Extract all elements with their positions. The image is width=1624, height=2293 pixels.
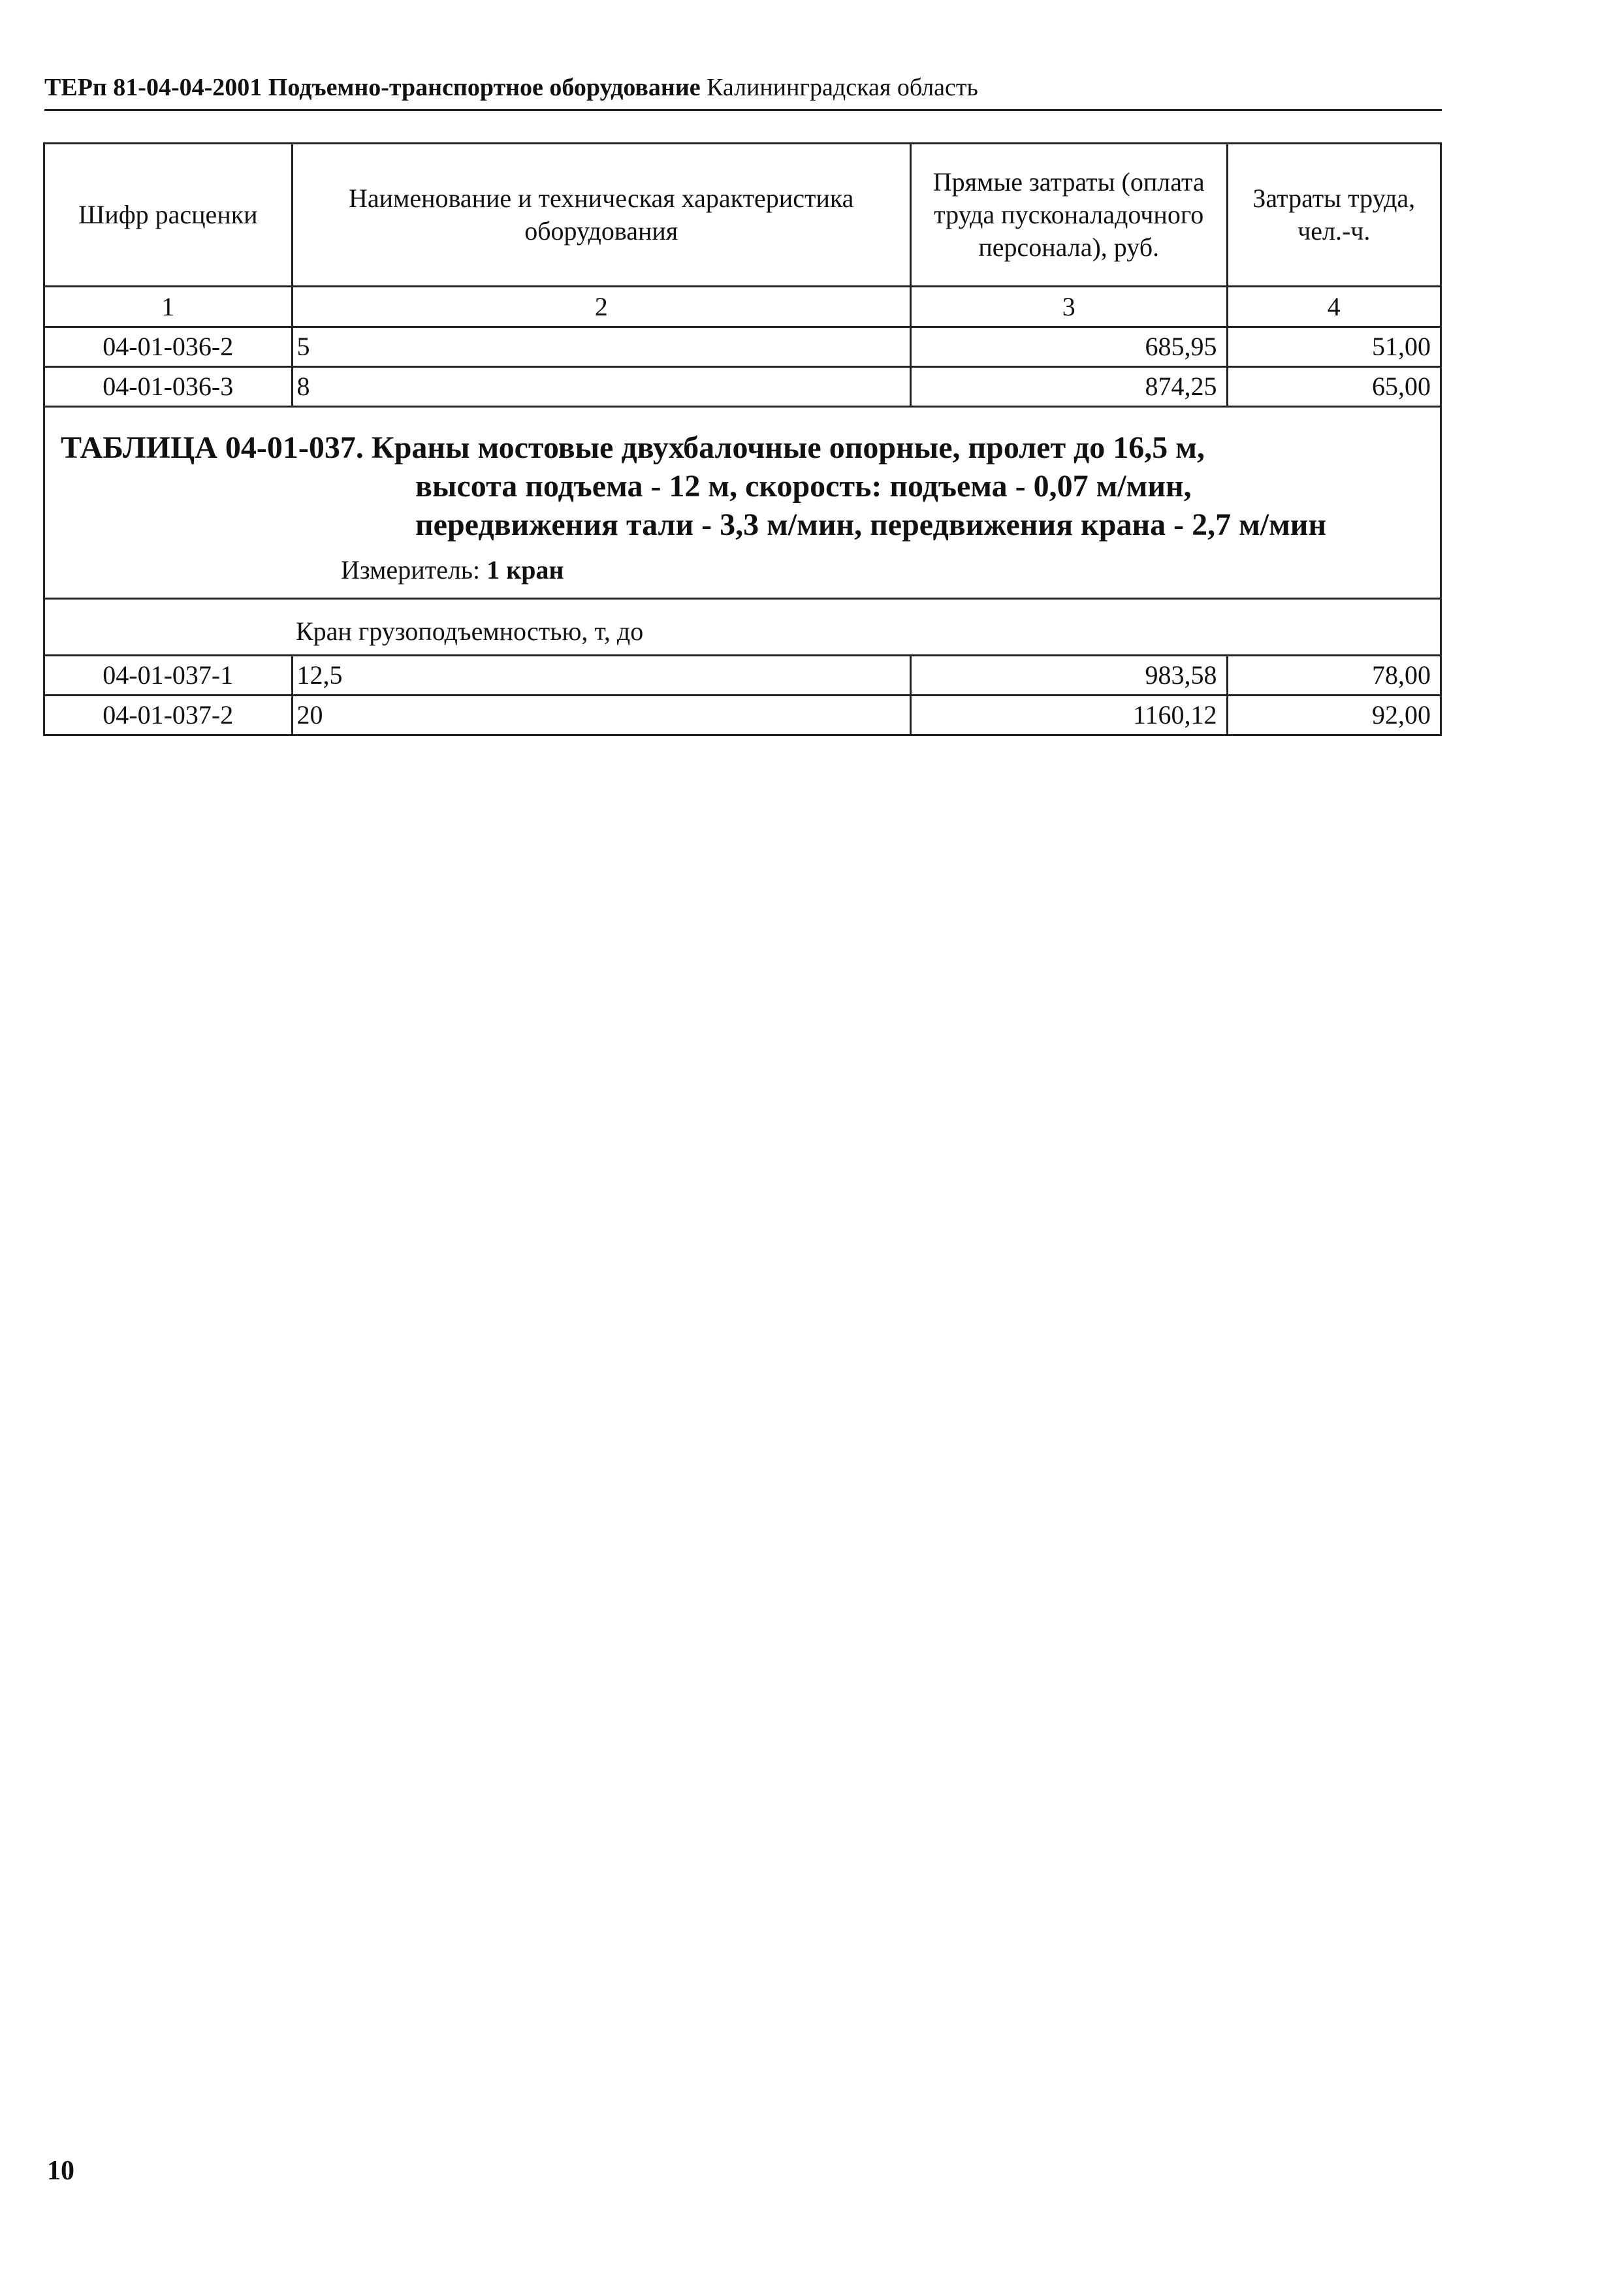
rate-labor: 65,00 <box>1227 367 1441 407</box>
rates-table <box>43 142 1442 736</box>
doc-title: Подъемно-транспортное оборудование <box>268 74 701 101</box>
table-row <box>44 327 1441 367</box>
page-header <box>44 72 1442 103</box>
rate-labor: 51,00 <box>1227 327 1441 367</box>
rate-name: 12,5 <box>292 656 910 696</box>
table-row <box>44 656 1441 696</box>
rate-code: 04-01-037-2 <box>44 696 293 735</box>
rate-code: 04-01-037-1 <box>44 656 293 696</box>
header-rule <box>44 109 1442 111</box>
header-labor: Затраты труда, чел.-ч. <box>1227 144 1441 287</box>
rate-labor: 78,00 <box>1227 656 1441 696</box>
group-label: Кран грузоподъемностью, т, до <box>44 599 1441 656</box>
section-title-line: ТАБЛИЦА 04-01-037. Краны мостовые двухбалочные опорные, пролет до 16,5 м, <box>61 430 1205 465</box>
section-title-line: высота подъема - 12 м, скорость: подъема - 0,07 м/мин, <box>415 469 1192 504</box>
measure-value: 1 кран <box>486 555 564 585</box>
header-direct-costs: Прямые затраты (оплата труда пусконаладочного персонала), руб. <box>910 144 1227 287</box>
column-number-row <box>44 287 1441 327</box>
header-code: Шифр расценки <box>44 144 293 287</box>
column-number: 1 <box>44 287 293 327</box>
measure-label: Измеритель: <box>341 555 481 585</box>
column-number: 4 <box>1227 287 1441 327</box>
rate-name: 8 <box>292 367 910 407</box>
measure-unit <box>61 554 1440 586</box>
rate-cost: 685,95 <box>910 327 1227 367</box>
rate-cost: 983,58 <box>910 656 1227 696</box>
page-number: 10 <box>47 2156 74 2186</box>
section-title <box>44 407 1441 599</box>
header-name: Наименование и техническая характеристика оборудования <box>292 144 910 287</box>
rate-code: 04-01-036-2 <box>44 327 293 367</box>
table-header-row <box>44 144 1441 287</box>
column-number: 2 <box>292 287 910 327</box>
table-row <box>44 696 1441 735</box>
rate-name: 20 <box>292 696 910 735</box>
table-row <box>44 367 1441 407</box>
section-title-row <box>44 407 1441 599</box>
rate-cost: 874,25 <box>910 367 1227 407</box>
group-row <box>44 599 1441 656</box>
column-number: 3 <box>910 287 1227 327</box>
rate-cost: 1160,12 <box>910 696 1227 735</box>
doc-code: ТЕРп 81-04-04-2001 <box>44 74 263 101</box>
section-title-line: передвижения тали - 3,3 м/мин, передвижения крана - 2,7 м/мин <box>415 507 1327 542</box>
region: Калининградская область <box>707 74 978 101</box>
rate-code: 04-01-036-3 <box>44 367 293 407</box>
rate-name: 5 <box>292 327 910 367</box>
rate-labor: 92,00 <box>1227 696 1441 735</box>
